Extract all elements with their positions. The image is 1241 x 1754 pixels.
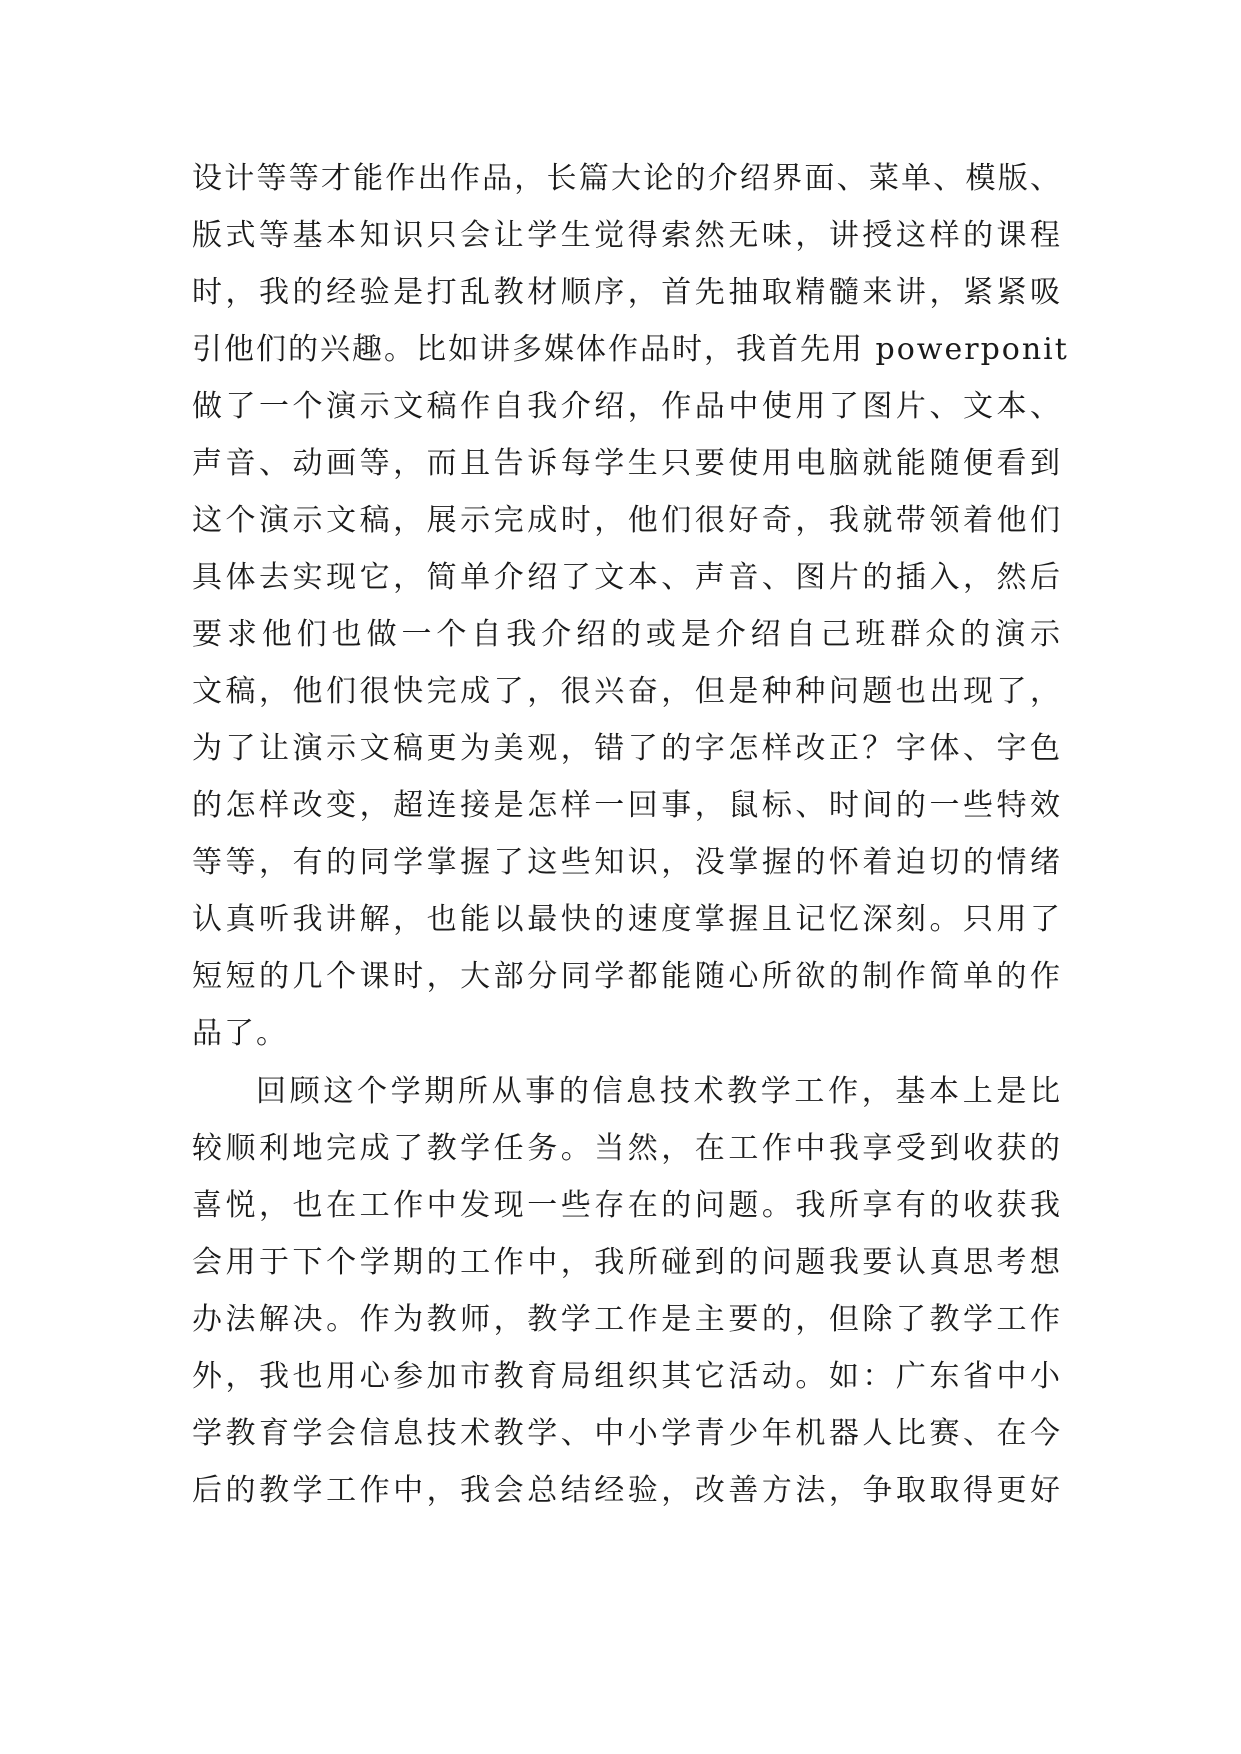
- paragraph-line: 要求他们也做一个自我介绍的或是介绍自己班群众的演示: [192, 617, 1062, 652]
- paragraph-line: 等等，有的同学掌握了这些知识，没掌握的怀着迫切的情绪: [192, 845, 1062, 880]
- paragraph-1: [192, 150, 1069, 1062]
- paragraph-line: 学教育学会信息技术教学、中小学青少年机器人比赛、在今: [192, 1416, 1062, 1451]
- paragraph-line: 外，我也用心参加市教育局组织其它活动。如：广东省中小: [192, 1359, 1062, 1394]
- paragraph-line: 认真听我讲解，也能以最快的速度掌握且记忆深刻。只用了: [192, 902, 1062, 937]
- paragraph-line: 喜悦，也在工作中发现一些存在的问题。我所享有的收获我: [192, 1188, 1062, 1223]
- paragraph-line: 时，我的经验是打乱教材顺序，首先抽取精髓来讲，紧紧吸: [192, 275, 1062, 310]
- paragraph-line: 回顾这个学期所从事的信息技术教学工作，基本上是比: [256, 1074, 1062, 1109]
- paragraph-line: 这个演示文稿，展示完成时，他们很好奇，我就带领着他们: [192, 503, 1062, 538]
- paragraph-line: 文稿，他们很快完成了，很兴奋，但是种种问题也出现了，: [192, 674, 1062, 709]
- paragraph-line: 的怎样改变，超连接是怎样一回事，鼠标、时间的一些特效: [192, 788, 1062, 823]
- paragraph-line: 做了一个演示文稿作自我介绍，作品中使用了图片、文本、: [192, 389, 1062, 424]
- paragraph-line: 短短的几个课时，大部分同学都能随心所欲的制作简单的作: [192, 959, 1062, 994]
- paragraph-line: 声音、动画等，而且告诉每学生只要使用电脑就能随便看到: [192, 446, 1062, 481]
- paragraph-line: 为了让演示文稿更为美观，错了的字怎样改正？字体、字色: [192, 731, 1062, 766]
- body-text: [192, 150, 1069, 1519]
- paragraph-line: 会用于下个学期的工作中，我所碰到的问题我要认真思考想: [192, 1245, 1062, 1280]
- paragraph-line: 版式等基本知识只会让学生觉得索然无味，讲授这样的课程: [192, 218, 1062, 253]
- paragraph-line: 后的教学工作中，我会总结经验，改善方法，争取取得更好: [192, 1473, 1062, 1508]
- paragraph-line: 设计等等才能作出作品，长篇大论的介绍界面、菜单、模版、: [192, 161, 1062, 196]
- paragraph-line: 引他们的兴趣。比如讲多媒体作品时，我首先用 powerponit: [192, 332, 1069, 367]
- paragraph-line: 较顺利地完成了教学任务。当然，在工作中我享受到收获的: [192, 1131, 1062, 1166]
- paragraph-line: 办法解决。作为教师，教学工作是主要的，但除了教学工作: [192, 1302, 1062, 1337]
- paragraph-line: 具体去实现它，简单介绍了文本、声音、图片的插入，然后: [192, 560, 1062, 595]
- paragraph-line: 品了。: [192, 1016, 288, 1051]
- paragraph-2: [192, 1063, 1062, 1519]
